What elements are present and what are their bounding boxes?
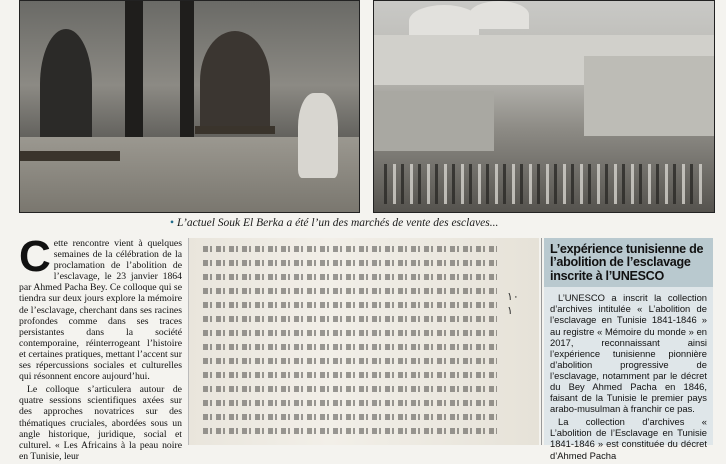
manuscript-line (203, 428, 497, 434)
dome (469, 1, 529, 29)
dropcap: C (19, 232, 51, 281)
caption-bullet: • (170, 217, 175, 229)
manuscript-line (203, 302, 497, 308)
veiled-figure (298, 93, 338, 178)
city-photo-right (373, 0, 715, 213)
sidebar-paragraph: La collection d’archives « L’abolition de l’Esclavage en Tunisie 1841-1846 » est constituée du décret d’Ahmed Pacha (550, 416, 707, 461)
manuscript-line (203, 400, 497, 406)
manuscript-image (188, 238, 539, 445)
manuscript-line (203, 358, 497, 364)
article-paragraph: Le colloque s’articulera autour de quatre sessions scientifiques axées sur des approches novatrices sur des thématiques cruciales, abordées sous un angle historique, juridique, social et culturel. « Les Africains à la peau noire en Tunisie, leur (19, 384, 182, 462)
unesco-sidebar (544, 238, 713, 461)
souk-photo-left (19, 0, 360, 213)
manuscript-line (203, 386, 497, 392)
photo-caption (170, 217, 498, 229)
column-divider (541, 238, 542, 445)
building (584, 56, 714, 136)
bench (195, 126, 275, 134)
street-crowd (384, 164, 704, 204)
manuscript-line (203, 414, 497, 420)
article-paragraph: ette rencontre vient à quelques semaines de la célébration de la proclamation de l’abolition de l’esclavage, le 23 janvier 1864 par Ahmed Pacha Bey. Ce colloque qui se tiendra sur deux jours explore la mémoire de l’esclavage, cherchant dans ses racines profondes comme dans ses traces persistantes dans la société contemporaine, réinterrogeant l’histoire et certaines pratiques, mettant l’accent sur ses répercussions sociales et culturelles qui résonnent encore aujourd’hui. (19, 238, 182, 383)
manuscript-line (203, 288, 497, 294)
article-column (19, 232, 182, 464)
building (374, 91, 494, 151)
manuscript-line (203, 274, 497, 280)
manuscript-margin-number: ١ (507, 305, 513, 317)
manuscript-line (203, 372, 497, 378)
manuscript-margin-number: ١٠ (507, 291, 519, 303)
sidebar-paragraph: L’UNESCO a inscrit la collection d’archives intitulée « L’abolition de l’esclavage en Tunisie 1841-1846 » au registre « Mémoire du monde » en 2017, reconnaissant ainsi l’expérience tunisienne pionnière d’abolition progressive de l’esclavage, notamment par le décret du Bey Ahmed Pacha en 1846, faisant de la Tunisie le premier pays arabo-musulman à franchir ce pas. (550, 292, 707, 415)
manuscript-line (203, 246, 497, 252)
pillar (180, 1, 194, 151)
manuscript-line (203, 316, 497, 322)
sidebar-title: L’expérience tunisienne de l’abolition de l’esclavage inscrite à l’UNESCO (544, 238, 713, 287)
doorway (200, 31, 270, 131)
manuscript-line (203, 344, 497, 350)
manuscript-line (203, 330, 497, 336)
manuscript-line (203, 260, 497, 266)
arch-left (40, 29, 92, 139)
bench (20, 151, 120, 161)
sidebar-body (544, 287, 713, 460)
caption-text: L’actuel Souk El Berka a été l’un des marchés de vente des esclaves... (177, 217, 499, 229)
